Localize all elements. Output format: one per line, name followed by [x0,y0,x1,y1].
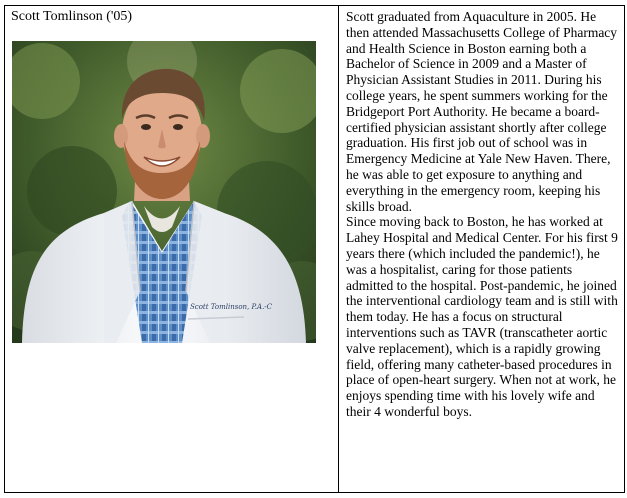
photo-cell [5,6,339,493]
bio-paragraph-2: Since moving back to Boston, he has worked at Lahey Hospital and Medical Center. For his first 9 years there (which included the pandemic!), he was a hospitalist, caring for those patients admitted to the hospital. Post-pandemic, he joined the interventional cardiology team and is still with them today. He has a focus on structural interventions such as TAVR (transcatheter aortic valve replacement), which is a rapidly growing field, offering many catheter-based procedures in place of open-heart surgery. When not at work, he enjoys spending time with his lovely wife and their 4 wonderful boys. [346,214,618,419]
coat-embroidery: Scott Tomlinson, P.A.-C [190,303,273,311]
bio-paragraph-1: Scott graduated from Aquaculture in 2005. He then attended Massachusetts College of Pharmacy and Health Science in Boston earning both a Bachelor of Science in 2009 and a Master of Physician Assistant Studies in 2011. During his college years, he spent summers working for the Bridgeport Port Authority. He became a board-certified physician assistant shortly after college graduation. His first job out of school was in Emergency Medicine at Yale New Haven. There, he was able to get exposure to anything and everything in the emergency room, keeping his skills broad. [346,9,618,214]
profile-name-heading: Scott Tomlinson ('05) [11,9,133,24]
bio-cell [339,6,625,493]
profile-table [4,5,625,493]
profile-photo [12,41,316,343]
bio-text [346,9,622,420]
